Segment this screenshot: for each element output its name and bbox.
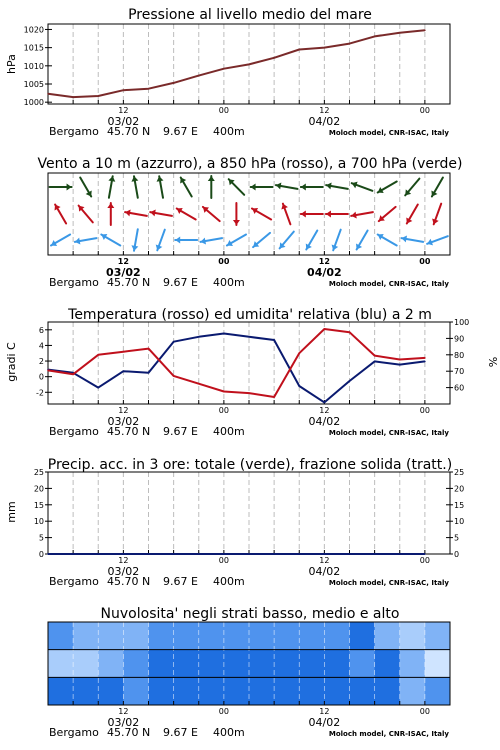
humidity-y2-tick-label: 60 xyxy=(454,383,465,393)
pressure-hour-label: 12 xyxy=(319,106,330,115)
cloud-cell xyxy=(350,650,376,678)
temperature-line-point xyxy=(374,355,376,357)
precip-hour-label: 00 xyxy=(218,556,229,565)
cloud-cell xyxy=(274,650,300,678)
pressure-date-label: 04/02 xyxy=(308,115,341,128)
cloud-cell xyxy=(149,622,175,650)
temperature-line-point xyxy=(349,331,351,333)
pressure-line-point xyxy=(273,57,275,59)
wind-arrow xyxy=(156,230,165,251)
cloud-model: Moloch model, CNR-ISAC, Italy xyxy=(328,730,449,738)
cloud-cell xyxy=(324,650,350,678)
precip-y-tick-label: 0 xyxy=(38,550,44,559)
precip-alt: 400m xyxy=(213,575,245,588)
temperature-y-tick-label: 0 xyxy=(38,372,44,382)
wind-arrow xyxy=(203,207,220,221)
temperature-y-tick-label: 4 xyxy=(38,341,44,351)
pressure-line-point xyxy=(399,32,401,34)
temperature-line-point xyxy=(198,383,200,385)
precip-y-tick-label: 25 xyxy=(33,468,44,477)
temperature-station: Bergamo xyxy=(49,425,99,438)
cloud-cell xyxy=(299,677,325,705)
pressure-line-point xyxy=(97,95,99,97)
temperature-hour-label: 12 xyxy=(319,406,330,415)
pressure-line-point xyxy=(72,96,74,98)
precip-date-label: 03/02 xyxy=(107,565,140,578)
pressure-y-tick-label: 1005 xyxy=(23,80,44,89)
precip-hour-label: 12 xyxy=(118,556,129,565)
humidity-y2-tick-label: 90 xyxy=(454,334,465,344)
humidity-y2-tick-label: 70 xyxy=(454,367,465,377)
cloud-cell xyxy=(73,677,99,705)
cloud-cell xyxy=(299,622,325,650)
wind-arrow xyxy=(332,230,341,251)
wind-arrow-head xyxy=(175,237,180,244)
humidity-ylabel: % xyxy=(486,356,499,368)
wind-panel xyxy=(37,156,462,172)
wind-arrow xyxy=(229,179,245,195)
temperature-y-tick-label: 2 xyxy=(38,357,44,367)
wind-arrow xyxy=(107,203,114,225)
cloud-hour-label: 00 xyxy=(419,707,430,716)
wind-alt: 400m xyxy=(213,276,245,289)
humidity-line-point xyxy=(399,364,401,366)
wind-arrow xyxy=(351,212,373,219)
wind-arrow xyxy=(177,208,196,220)
wind-arrow xyxy=(378,182,397,194)
humidity-line-point xyxy=(424,361,426,363)
cloud-cell xyxy=(48,650,74,678)
wind-date-label: 03/02 xyxy=(106,266,141,279)
wind-arrow xyxy=(326,211,348,218)
temperature-title: Temperatura (rosso) ed umidita' relativa (blu) a 2 m xyxy=(68,307,432,323)
humidity-line-point xyxy=(97,387,99,389)
precip-y-tick-label: 5 xyxy=(38,533,44,543)
temperature-line-point xyxy=(173,375,175,377)
precip-station: Bergamo xyxy=(49,575,99,588)
pressure-line-point xyxy=(148,88,150,90)
temperature-line-point xyxy=(424,357,426,359)
humidity-line-point xyxy=(173,341,175,343)
wind-arrow xyxy=(427,236,448,245)
precip-line-point xyxy=(173,553,175,555)
cloud-cell xyxy=(149,650,175,678)
cloud-cell xyxy=(249,677,275,705)
wind-arrow xyxy=(432,204,441,225)
pressure-lon: 9.67 E xyxy=(163,125,198,138)
wind-arrow xyxy=(356,231,368,250)
wind-hour-label: 12 xyxy=(117,257,129,266)
wind-arrow xyxy=(227,235,246,247)
pressure-y-tick-label: 1000 xyxy=(23,98,44,108)
wind-arrow xyxy=(157,176,164,198)
wind-arrow xyxy=(200,238,222,245)
wind-arrow xyxy=(175,237,197,244)
wind-arrow xyxy=(281,204,290,225)
precip-model: Moloch model, CNR-ISAC, Italy xyxy=(328,579,449,587)
precip-panel xyxy=(5,457,452,523)
temperature-line-point xyxy=(324,328,326,330)
precip-title: Precip. acc. in 3 ore: totale (verde), frazione solida (tratt.) xyxy=(47,457,453,473)
wind-arrow xyxy=(253,233,270,247)
wind-arrow xyxy=(431,178,442,197)
cloud-cell xyxy=(123,622,149,650)
wind-arrow xyxy=(79,206,93,223)
cloud-cell xyxy=(174,650,200,678)
wind-arrow xyxy=(251,184,273,191)
temperature-hour-label: 00 xyxy=(419,406,430,415)
pressure-lat: 45.70 N xyxy=(107,125,151,138)
pressure-hour-label: 12 xyxy=(118,106,129,115)
cloud-cell xyxy=(324,622,350,650)
wind-arrow xyxy=(233,203,240,225)
temperature-line-point xyxy=(47,370,49,372)
precip-y2-tick-label: 5 xyxy=(454,533,460,543)
cloud-cell xyxy=(425,677,451,705)
cloud-cell xyxy=(224,622,250,650)
wind-arrow xyxy=(280,232,294,249)
wind-arrow xyxy=(80,178,92,197)
wind-arrow-head xyxy=(107,203,114,208)
cloud-cell xyxy=(299,650,325,678)
temperature-line-point xyxy=(148,348,150,350)
cloud-cell xyxy=(199,650,225,678)
precip-lon: 9.67 E xyxy=(163,575,198,588)
cloud-cell xyxy=(375,650,401,678)
precip-hour-label: 00 xyxy=(419,556,430,565)
wind-arrow xyxy=(326,183,348,190)
pressure-line-point xyxy=(349,43,351,45)
wind-arrow xyxy=(276,183,298,190)
wind-arrow-head xyxy=(233,220,240,225)
temperature-ylabel: gradi C xyxy=(5,342,18,382)
pressure-line-point xyxy=(123,89,125,91)
wind-arrow-head xyxy=(326,211,331,218)
precip-line-point xyxy=(223,553,225,555)
cloud-date-label: 03/02 xyxy=(107,716,140,729)
cloud-cell xyxy=(123,650,149,678)
humidity-line-point xyxy=(198,336,200,338)
temperature-y-tick-label: -2 xyxy=(36,388,44,398)
wind-arrow xyxy=(108,176,115,198)
temperature-line xyxy=(48,329,425,397)
temperature-model: Moloch model, CNR-ISAC, Italy xyxy=(328,429,449,437)
cloud-cell xyxy=(400,650,426,678)
cloud-panel xyxy=(101,606,400,622)
pressure-date-label: 03/02 xyxy=(107,115,140,128)
precip-y2-tick-label: 0 xyxy=(454,550,460,559)
wind-arrow xyxy=(125,210,147,217)
precip-line-point xyxy=(324,553,326,555)
precip-ylabel: mm xyxy=(5,501,18,523)
cloud-cell xyxy=(249,650,275,678)
cloud-cell xyxy=(98,650,124,678)
wind-arrow xyxy=(378,234,397,246)
wind-arrow xyxy=(352,182,373,191)
wind-lat: 45.70 N xyxy=(107,276,151,289)
precip-y2-tick-label: 25 xyxy=(454,468,465,477)
cloud-cell xyxy=(149,677,175,705)
humidity-line-point xyxy=(374,361,376,363)
precip-line-point xyxy=(148,553,150,555)
pressure-line-point xyxy=(47,93,49,95)
cloud-alt: 400m xyxy=(213,726,245,739)
pressure-y-tick-label: 1020 xyxy=(23,25,44,35)
temperature-line-point xyxy=(298,352,300,354)
wind-arrow xyxy=(301,184,323,191)
cloud-hour-label: 00 xyxy=(218,707,229,716)
cloud-cell xyxy=(425,650,451,678)
wind-title: Vento a 10 m (azzurro), a 850 hPa (rosso), a 700 hPa (verde) xyxy=(37,156,463,172)
cloud-hour-label: 12 xyxy=(118,707,129,716)
wind-arrow-head xyxy=(251,184,256,191)
cloud-cell xyxy=(48,622,74,650)
pressure-line-point xyxy=(324,47,326,49)
precip-lat: 45.70 N xyxy=(107,575,151,588)
cloud-cell xyxy=(73,650,99,678)
cloud-hour-label: 12 xyxy=(319,707,330,716)
humidity-line-point xyxy=(123,370,125,372)
precip-y-tick-label: 20 xyxy=(33,484,44,494)
pressure-line-point xyxy=(223,68,225,70)
wind-station: Bergamo xyxy=(49,276,99,289)
pressure-y-tick-label: 1010 xyxy=(23,61,44,71)
pressure-y-tick-label: 1015 xyxy=(23,43,44,53)
precip-line-point xyxy=(424,553,426,555)
cloud-lat: 45.70 N xyxy=(107,726,151,739)
temperature-line-point xyxy=(72,374,74,376)
cloud-cell xyxy=(174,677,200,705)
wind-arrow xyxy=(208,176,215,198)
temperature-line-point xyxy=(273,396,275,398)
pressure-hour-label: 00 xyxy=(218,106,229,115)
cloud-lon: 9.67 E xyxy=(163,726,198,739)
pressure-line-point xyxy=(374,36,376,38)
temperature-y-tick-label: 6 xyxy=(38,325,44,335)
cloud-cell xyxy=(350,622,376,650)
wind-arrow-head xyxy=(301,211,306,218)
pressure-line-point xyxy=(298,49,300,51)
wind-arrow xyxy=(150,210,172,217)
cloud-cell xyxy=(98,677,124,705)
humidity-line-point xyxy=(349,380,351,382)
wind-arrow-head xyxy=(301,184,306,191)
wind-hour-label: 00 xyxy=(218,257,230,266)
wind-arrow xyxy=(306,231,318,250)
precip-line-point xyxy=(273,553,275,555)
precip-line-point xyxy=(47,553,49,555)
cloud-cell xyxy=(375,677,401,705)
humidity-line-point xyxy=(148,372,150,374)
pressure-line-point xyxy=(173,82,175,84)
humidity-line-point xyxy=(324,402,326,404)
cloud-station: Bergamo xyxy=(49,726,99,739)
precip-line-point xyxy=(374,553,376,555)
temperature-lon: 9.67 E xyxy=(163,425,198,438)
cloud-cell xyxy=(375,622,401,650)
humidity-line-point xyxy=(223,333,225,335)
precip-line-point xyxy=(72,553,74,555)
precip-line-point xyxy=(248,553,250,555)
cloud-cell xyxy=(274,677,300,705)
precip-hour-label: 12 xyxy=(319,556,330,565)
temperature-alt: 400m xyxy=(213,425,245,438)
precip-y2-tick-label: 15 xyxy=(454,500,465,510)
wind-hour-label: 12 xyxy=(318,257,330,266)
wind-arrow xyxy=(180,177,192,196)
temperature-date-label: 03/02 xyxy=(107,415,140,428)
pressure-line-point xyxy=(424,29,426,31)
wind-arrow xyxy=(55,204,67,223)
wind-arrow xyxy=(301,211,323,218)
cloud-cell xyxy=(174,622,200,650)
cloud-cell xyxy=(98,622,124,650)
pressure-station: Bergamo xyxy=(49,125,99,138)
cloud-cell xyxy=(249,622,275,650)
pressure-ylabel: hPa xyxy=(5,54,18,74)
temperature-line-point xyxy=(223,391,225,393)
temperature-line-point xyxy=(123,351,125,353)
cloud-cell xyxy=(48,677,74,705)
humidity-line-point xyxy=(273,339,275,341)
pressure-line xyxy=(48,30,425,97)
precip-line-point xyxy=(198,553,200,555)
wind-lon: 9.67 E xyxy=(163,276,198,289)
pressure-hour-label: 00 xyxy=(419,106,430,115)
cloud-cell xyxy=(123,677,149,705)
wind-arrow xyxy=(75,238,97,245)
cloud-cell xyxy=(199,677,225,705)
temperature-line-point xyxy=(97,354,99,356)
precip-y2-tick-label: 10 xyxy=(454,517,465,527)
cloud-cell xyxy=(274,622,300,650)
wind-arrow xyxy=(51,235,70,247)
precip-y-tick-label: 10 xyxy=(33,517,44,527)
pressure-line-point xyxy=(198,75,200,77)
wind-arrow xyxy=(405,179,419,196)
wind-arrow xyxy=(131,176,138,198)
wind-date-label: 04/02 xyxy=(307,266,342,279)
cloud-date-label: 04/02 xyxy=(308,716,341,729)
precip-y-tick-label: 15 xyxy=(33,500,44,510)
pressure-alt: 400m xyxy=(213,125,245,138)
wind-arrow xyxy=(131,229,138,251)
temperature-lat: 45.70 N xyxy=(107,425,151,438)
cloud-cell xyxy=(400,677,426,705)
humidity-line-point xyxy=(248,336,250,338)
wind-arrow xyxy=(406,205,418,224)
cloud-cell xyxy=(400,622,426,650)
precip-y2-tick-label: 20 xyxy=(454,484,465,494)
cloud-cell xyxy=(224,650,250,678)
wind-arrow-head xyxy=(67,184,72,191)
temperature-line-point xyxy=(399,359,401,361)
wind-arrow xyxy=(379,207,396,221)
precip-line-point xyxy=(97,553,99,555)
wind-arrow xyxy=(252,208,271,220)
humidity-line-point xyxy=(298,385,300,387)
wind-model: Moloch model, CNR-ISAC, Italy xyxy=(328,280,449,288)
temperature-date-label: 04/02 xyxy=(308,415,341,428)
cloud-cell xyxy=(73,622,99,650)
cloud-title: Nuvolosita' negli strati basso, medio e alto xyxy=(100,606,400,622)
cloud-cell xyxy=(425,622,451,650)
temperature-hour-label: 00 xyxy=(218,406,229,415)
wind-arrow-head xyxy=(208,176,215,181)
cloud-cell xyxy=(350,677,376,705)
humidity-y2-tick-label: 100 xyxy=(454,318,470,327)
wind-arrow xyxy=(50,184,72,191)
precip-date-label: 04/02 xyxy=(308,565,341,578)
precip-line-point xyxy=(298,553,300,555)
pressure-model: Moloch model, CNR-ISAC, Italy xyxy=(328,129,449,137)
precip-line-point xyxy=(123,553,125,555)
wind-arrow xyxy=(401,236,423,243)
temperature-hour-label: 12 xyxy=(118,406,129,415)
precip-line-point xyxy=(399,553,401,555)
cloud-cell xyxy=(324,677,350,705)
pressure-panel xyxy=(5,7,372,74)
precip-line-point xyxy=(349,553,351,555)
cloud-cell xyxy=(199,622,225,650)
wind-hour-label: 00 xyxy=(419,257,431,266)
cloud-cell xyxy=(224,677,250,705)
wind-arrow xyxy=(101,234,120,246)
temperature-line-point xyxy=(248,392,250,394)
humidity-y2-tick-label: 80 xyxy=(454,350,465,360)
pressure-title: Pressione al livello medio del mare xyxy=(128,7,372,23)
pressure-line-point xyxy=(248,64,250,66)
